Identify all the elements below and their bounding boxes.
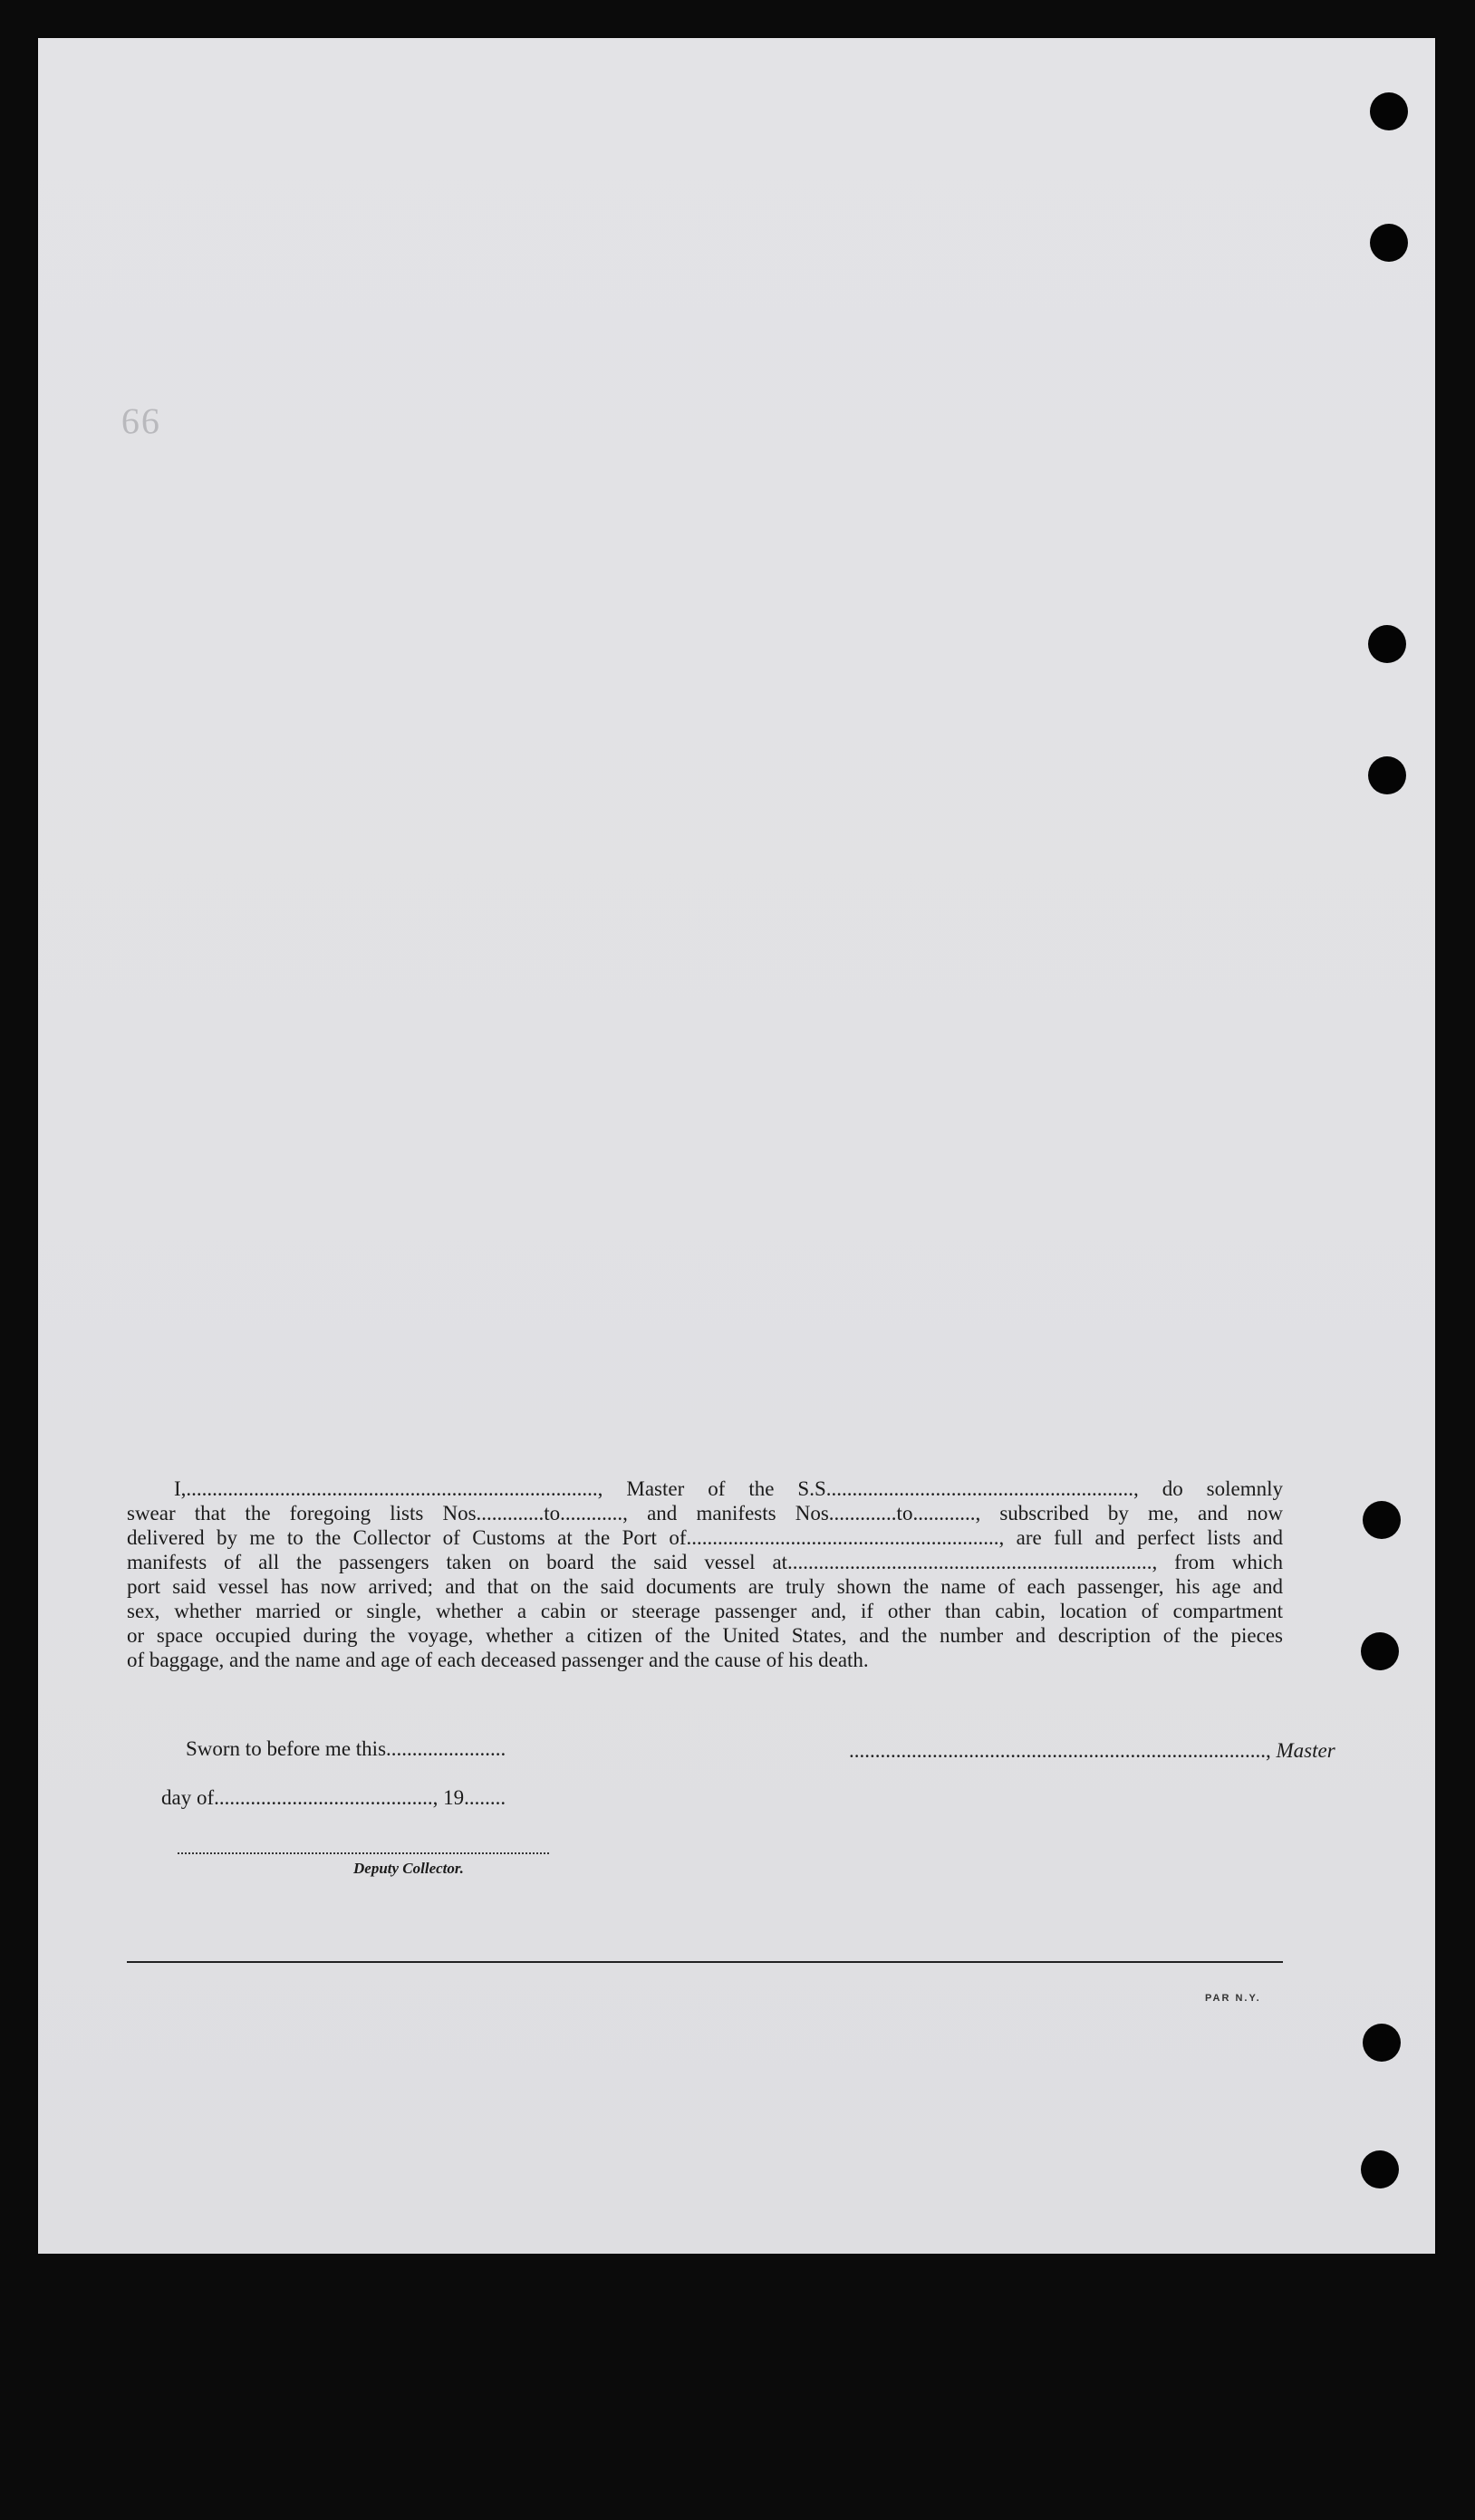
punch-hole [1368, 756, 1406, 794]
horizontal-rule [127, 1961, 1283, 1963]
deputy-collector-label: Deputy Collector. [353, 1860, 464, 1877]
oath-line: port said vessel has now arrived; and that on the said documents are truly shown the name of each passenger, his age and [127, 1575, 1283, 1598]
oath-line: manifests of all the passengers taken on board the said vessel at......................................................................, from which [127, 1551, 1283, 1573]
oath-line: delivered by me to the Collector of Customs at the Port of............................................................, are full and perfect lists and [127, 1526, 1283, 1549]
sworn-before-line: Sworn to before me this....................... [186, 1737, 506, 1760]
punch-hole [1368, 625, 1406, 663]
day-of-line: day of.........................................., 19........ [161, 1786, 506, 1809]
oath-line: sex, whether married or single, whether a cabin or steerage passenger and, if other than cabin, location of compartment [127, 1600, 1283, 1622]
punch-hole [1363, 1501, 1401, 1539]
master-label: Master [1276, 1739, 1335, 1762]
oath-line: of baggage, and the name and age of each deceased passenger and the cause of his death. [127, 1649, 869, 1671]
master-signature-line [849, 1739, 1335, 1763]
oath-line: swear that the foregoing lists Nos.............to............, and manifests Nos.............to............, subscribed by me, and now [127, 1502, 1283, 1525]
bleed-through-page-number: 99 [120, 401, 159, 442]
punch-hole [1370, 224, 1408, 262]
oath-line: or space occupied during the voyage, whether a citizen of the United States, and the number and description of the pieces [127, 1624, 1283, 1647]
punch-hole [1361, 2150, 1399, 2188]
printer-mark: PAR N.Y. [1205, 1993, 1261, 2004]
master-signature-dots: ................................................................................, [849, 1739, 1271, 1762]
oath-line: I,..............................................................................., Master of the S.S..........................................................., do solemnly [174, 1477, 1283, 1500]
master-oath-paragraph [127, 1476, 1283, 1672]
punch-hole [1370, 92, 1408, 130]
deputy-signature-line [178, 1852, 549, 1854]
manifest-page [38, 38, 1435, 2254]
punch-hole [1363, 2024, 1401, 2062]
punch-hole [1361, 1632, 1399, 1670]
